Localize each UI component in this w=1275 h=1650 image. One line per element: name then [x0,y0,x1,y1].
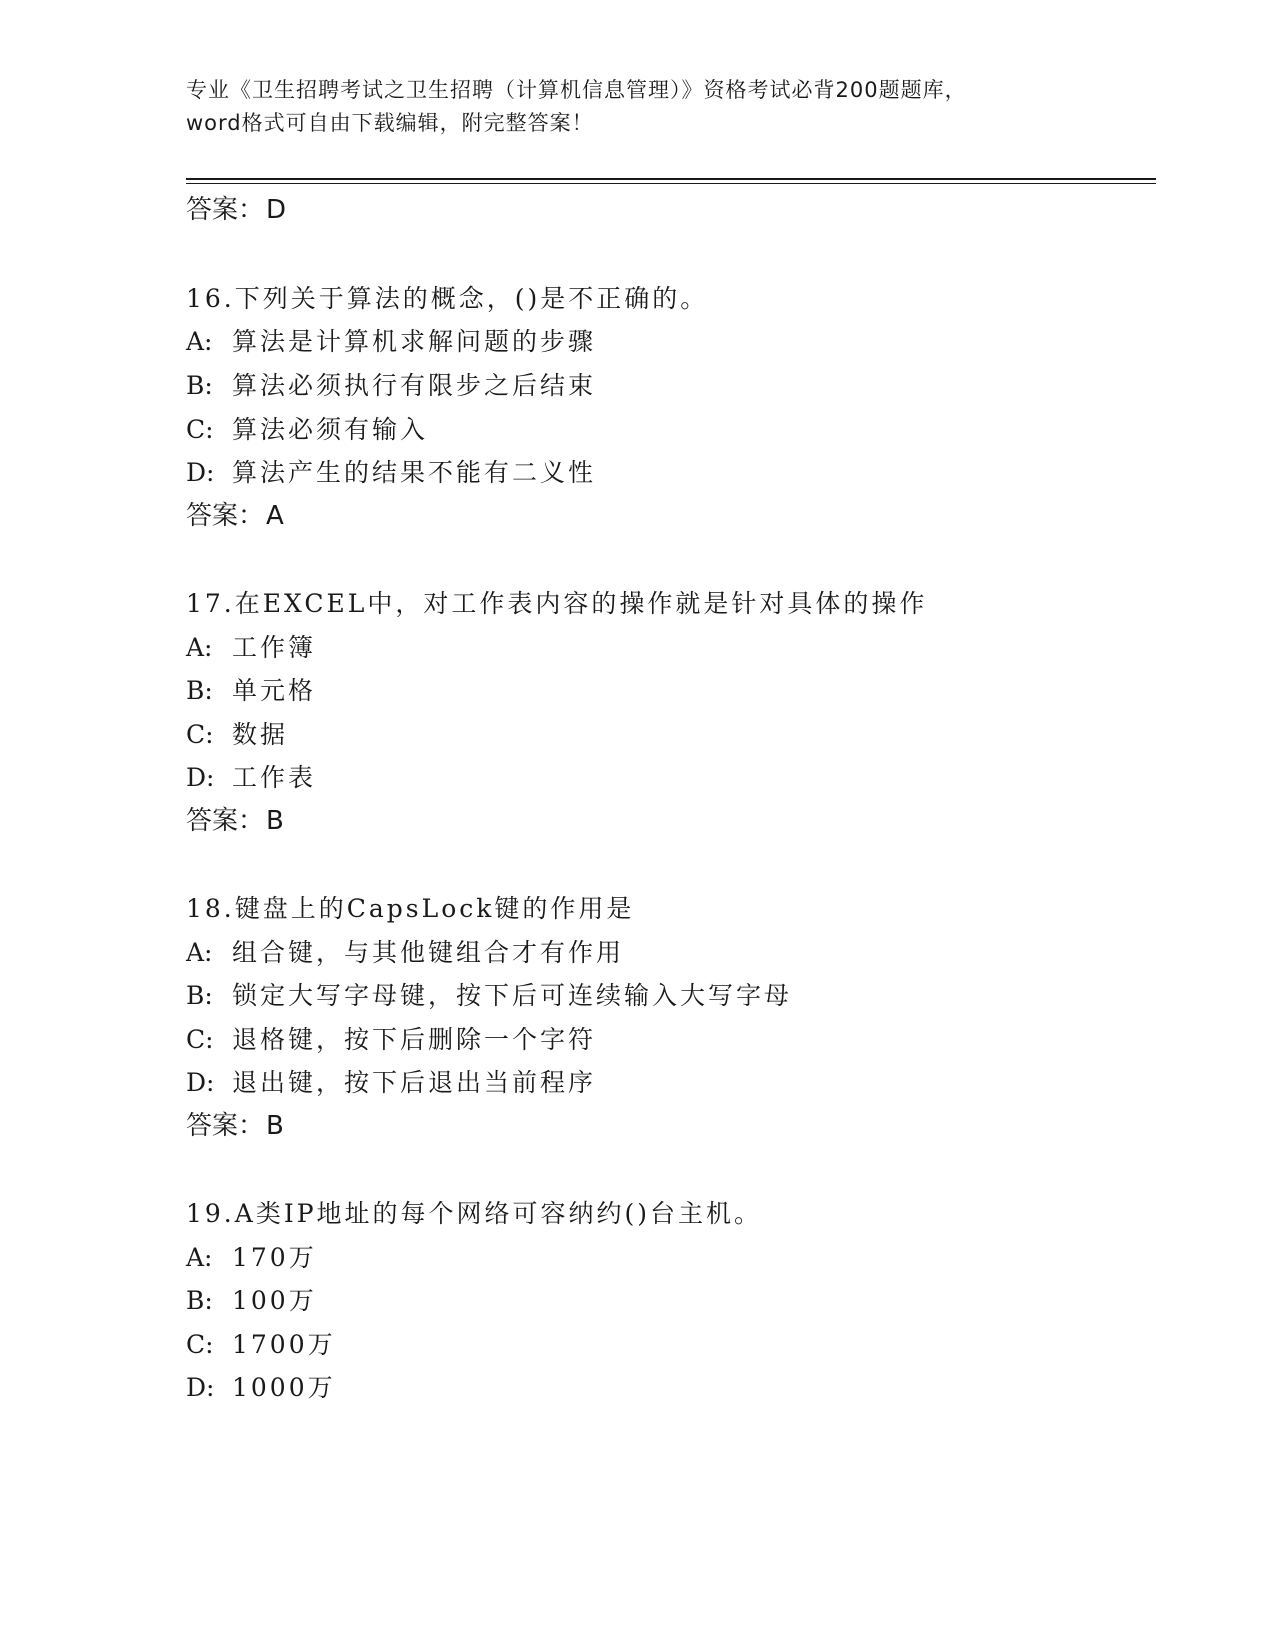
option-text: 数据 [232,720,289,749]
option-text: 1700万 [232,1330,336,1359]
option-text: 锁定大写字母键，按下后可连续输入大写字母 [232,981,793,1010]
question-16: 16.下列关于算法的概念，()是不正确的。 [186,284,709,313]
option-17-a [186,630,316,666]
option-17-d [186,760,316,796]
option-17-b [186,673,316,709]
option-18-b [186,978,792,1014]
option-text: 单元格 [232,676,317,705]
header-line-1: 专业《卫生招聘考试之卫生招聘（计算机信息管理）》资格考试必背200题题库， [186,78,967,102]
option-19-d [186,1370,336,1406]
option-text: 算法是计算机求解问题的步骤 [232,327,597,356]
option-text: 100万 [232,1286,317,1315]
answer-16 [186,498,284,534]
option-letter: B: [186,676,213,705]
option-19-c [186,1327,336,1363]
option-text: 170万 [232,1243,317,1272]
option-text: 算法必须有输入 [232,415,429,444]
option-text: 工作簿 [232,633,317,662]
header-line-2: word格式可自由下载编辑，附完整答案！ [186,111,594,135]
option-letter: C: [186,1330,214,1359]
question-18: 18.键盘上的CapsLock键的作用是 [186,894,635,923]
option-letter: C: [186,1025,214,1054]
option-letter: D: [186,763,215,792]
option-letter: A: [186,633,213,662]
document-header [186,74,1086,140]
option-text: 1000万 [232,1373,336,1402]
option-19-b [186,1283,317,1319]
option-letter: A: [186,938,213,967]
option-letter: D: [186,1373,215,1402]
answer-label: 答案： [186,195,265,225]
option-18-d [186,1065,596,1101]
header-divider-thin [186,183,1156,184]
option-19-a [186,1240,317,1276]
answer-line [186,192,286,228]
answer-18 [186,1108,284,1144]
option-text: 组合键，与其他键组合才有作用 [232,938,625,967]
option-text: 算法必须执行有限步之后结束 [232,371,597,400]
option-letter: C: [186,415,214,444]
answer-value: A [266,501,284,531]
option-text: 退出键，按下后退出当前程序 [232,1068,597,1097]
header-divider-thick [186,178,1156,180]
option-letter: D: [186,458,215,487]
option-letter: B: [186,981,213,1010]
option-letter: B: [186,371,213,400]
option-16-a [186,324,596,360]
option-text: 退格键，按下后删除一个字符 [232,1025,597,1054]
answer-value: D [266,195,287,225]
option-16-d [186,455,596,491]
question-17: 17.在EXCEL中，对工作表内容的操作就是针对具体的操作 [186,589,928,618]
answer-label: 答案： [186,806,265,836]
answer-17 [186,803,284,839]
answer-value: B [266,806,284,836]
option-letter: A: [186,327,213,356]
option-letter: B: [186,1286,213,1315]
option-16-c [186,412,428,448]
option-text: 算法产生的结果不能有二义性 [232,458,597,487]
option-16-b [186,368,596,404]
option-text: 工作表 [232,763,317,792]
option-18-c [186,1022,596,1058]
option-18-a [186,935,624,971]
option-letter: D: [186,1068,215,1097]
option-letter: A: [186,1243,213,1272]
question-19: 19.A类IP地址的每个网络可容纳约()台主机。 [186,1199,763,1228]
answer-label: 答案： [186,1111,265,1141]
answer-value: B [266,1111,284,1141]
option-letter: C: [186,720,214,749]
answer-label: 答案： [186,501,265,531]
option-17-c [186,717,288,753]
